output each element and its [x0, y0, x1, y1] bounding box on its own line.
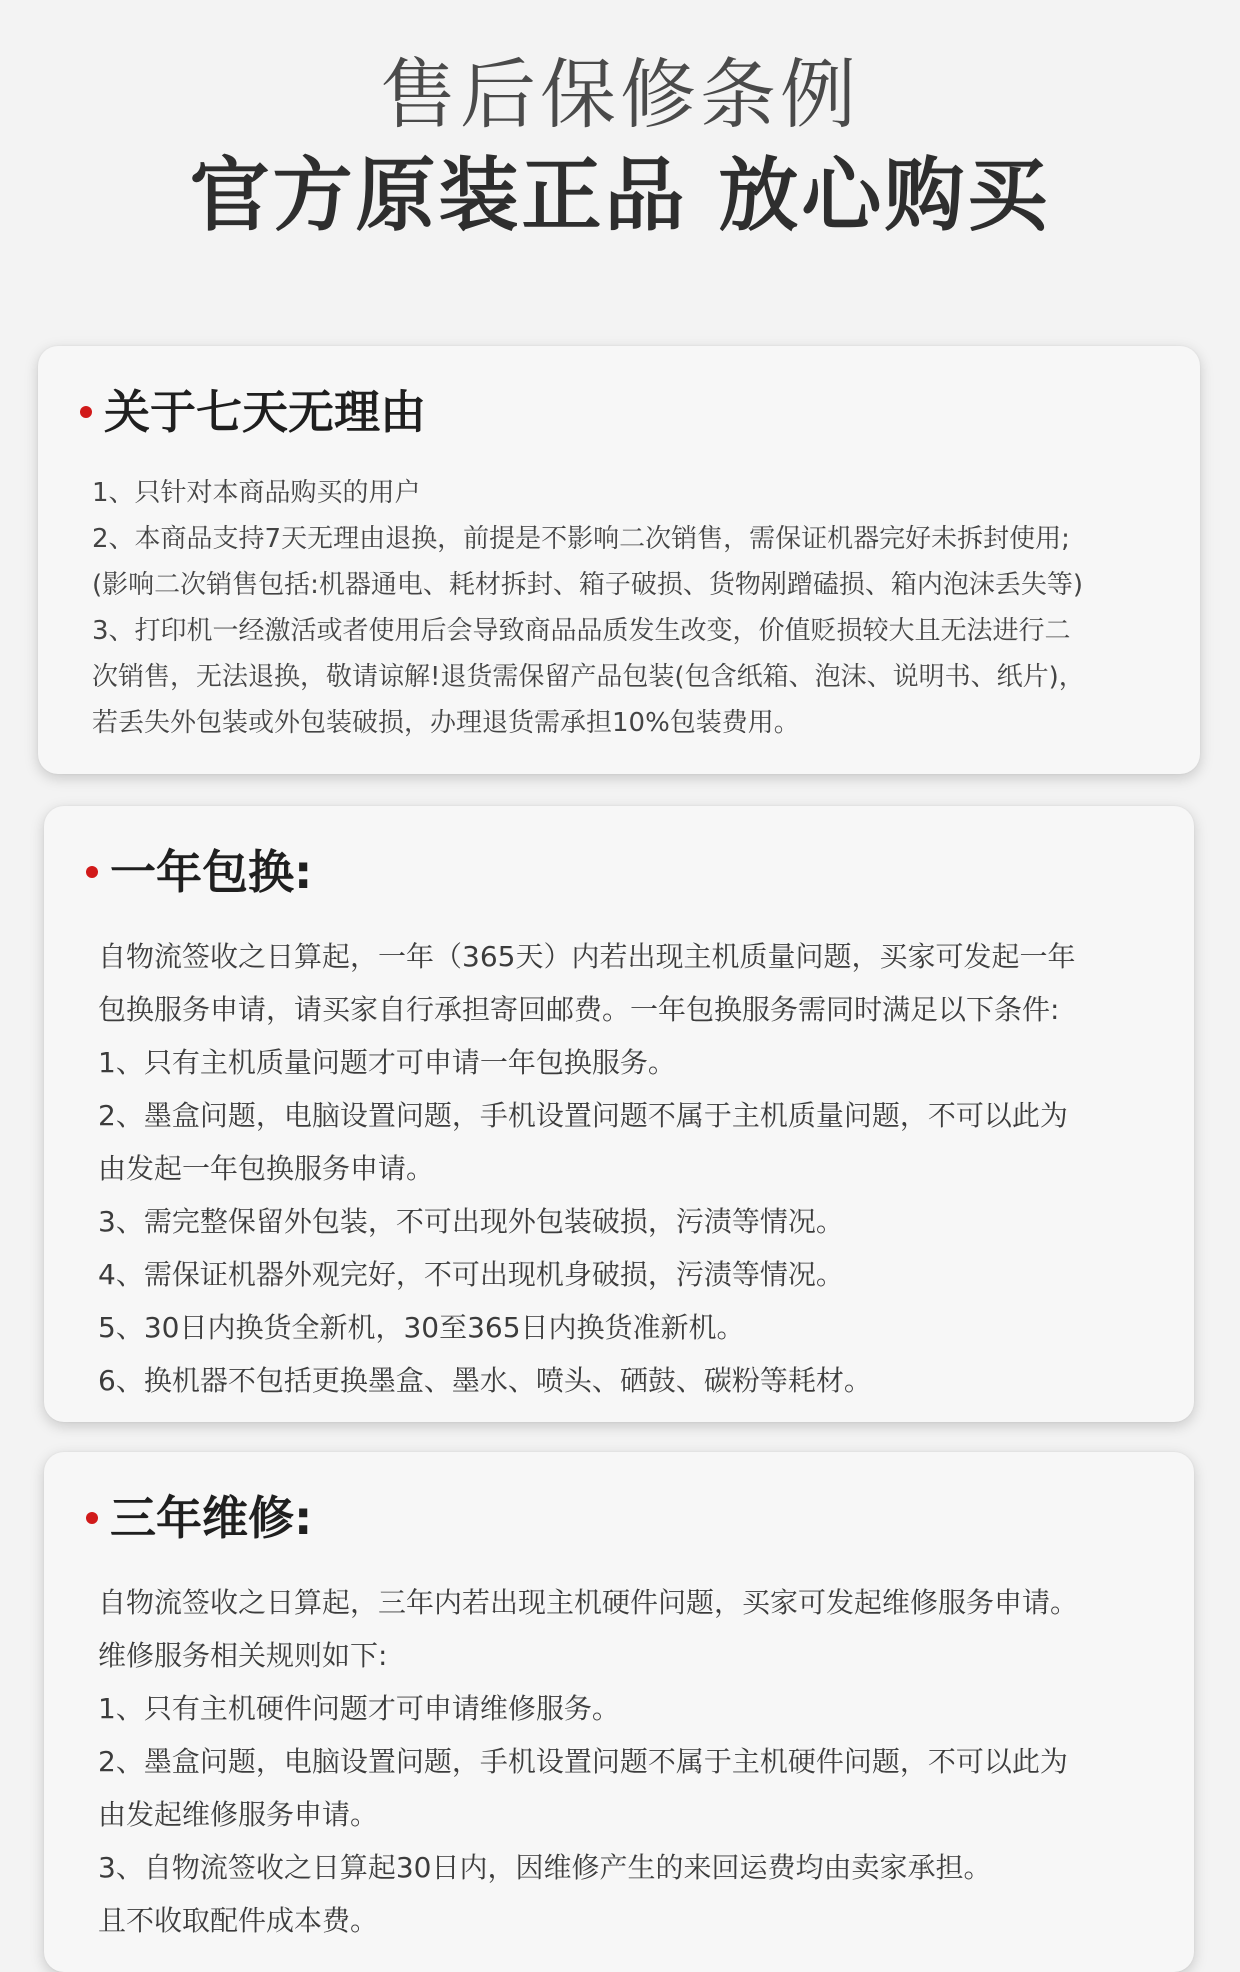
body-line: 由发起维修服务申请。	[98, 1798, 379, 1831]
section-title	[80, 384, 1146, 440]
body-line: 自物流签收之日算起，三年内若出现主机硬件问题，买家可发起维修服务申请。	[98, 1586, 1079, 1619]
page-title: 售后保修条例	[380, 50, 860, 139]
section-title-text: 一年包换:	[110, 845, 313, 899]
body-line: 次销售，无法退换，敬请谅解!退货需保留产品包装(包含纸箱、泡沫、说明书、纸片)，	[92, 662, 1085, 692]
section-title	[86, 844, 1140, 900]
bullet-dot-icon	[86, 1512, 98, 1524]
body-line: 1、只有主机质量问题才可申请一年包换服务。	[98, 1046, 676, 1079]
body-line: 若丢失外包装或外包装破损，办理退货需承担10%包装费用。	[92, 708, 800, 738]
bullet-dot-icon	[80, 406, 92, 418]
section-seven-day-return	[38, 346, 1200, 774]
body-line: 4、需保证机器外观完好，不可出现机身破损，污渍等情况。	[98, 1258, 844, 1291]
body-line: 维修服务相关规则如下:	[98, 1639, 388, 1672]
body-line: 5、30日内换货全新机，30至365日内换货准新机。	[98, 1311, 745, 1344]
body-line: 且不收取配件成本费。	[98, 1904, 379, 1937]
section-body	[98, 930, 1140, 1407]
section-title-text: 关于七天无理由	[104, 385, 426, 439]
page-subtitle: 官方原装正品 放心购买	[189, 149, 1051, 242]
body-line: 1、只有主机硬件问题才可申请维修服务。	[98, 1692, 620, 1725]
page-header	[0, 0, 1240, 300]
body-line: 由发起一年包换服务申请。	[98, 1152, 435, 1185]
body-line: (影响二次销售包括:机器通电、耗材拆封、箱子破损、货物剐蹭磕损、箱内泡沫丢失等)	[92, 570, 1084, 600]
section-three-year-repair	[44, 1452, 1194, 1972]
body-line: 2、墨盒问题，电脑设置问题，手机设置问题不属于主机硬件问题，不可以此为	[98, 1745, 1068, 1778]
body-line: 3、需完整保留外包装，不可出现外包装破损，污渍等情况。	[98, 1205, 844, 1238]
body-line: 3、打印机一经激活或者使用后会导致商品品质发生改变，价值贬损较大且无法进行二	[92, 616, 1071, 646]
body-line: 2、本商品支持7天无理由退换，前提是不影响二次销售，需保证机器完好未拆封使用;	[92, 524, 1070, 554]
section-one-year-exchange	[44, 806, 1194, 1422]
section-body	[98, 1576, 1140, 1947]
body-line: 2、墨盒问题，电脑设置问题，手机设置问题不属于主机质量问题，不可以此为	[98, 1099, 1068, 1132]
bullet-dot-icon	[86, 866, 98, 878]
body-line: 1、只针对本商品购买的用户	[92, 478, 421, 508]
body-line: 6、换机器不包括更换墨盒、墨水、喷头、硒鼓、碳粉等耗材。	[98, 1364, 872, 1397]
body-line: 3、自物流签收之日算起30日内，因维修产生的来回运费均由卖家承担。	[98, 1851, 992, 1884]
section-body	[92, 470, 1146, 746]
body-line: 自物流签收之日算起，一年（365天）内若出现主机质量问题，买家可发起一年	[98, 940, 1076, 973]
section-title-text: 三年维修:	[110, 1491, 313, 1545]
section-title	[86, 1490, 1140, 1546]
body-line: 包换服务申请，请买家自行承担寄回邮费。一年包换服务需同时满足以下条件:	[98, 993, 1060, 1026]
